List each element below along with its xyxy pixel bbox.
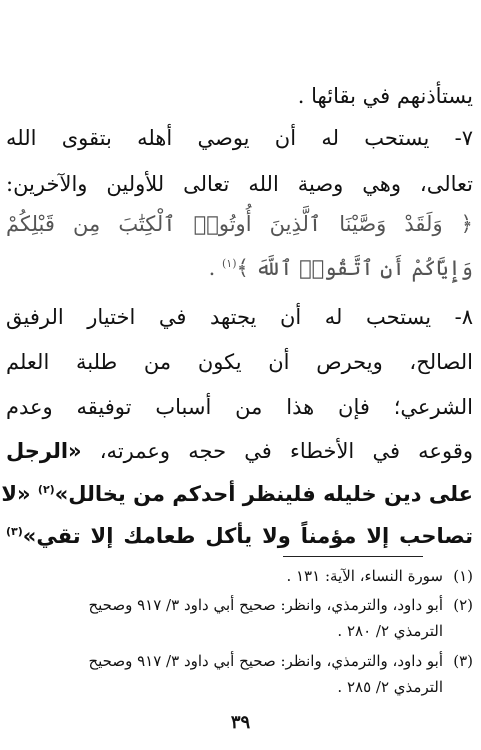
hadith-line-2 <box>6 516 473 556</box>
footnote-ref-2: (٢) <box>37 483 55 496</box>
text-line-2-item-7: ٧- يستحب له أن يوصي أهله بتقوى الله <box>6 126 473 150</box>
quran-verse-line-1: ﴿ وَلَقَدْ وَصَّيْنَا ٱلَّذِينَ أُوتُوا۟ ٱلْكِتَٰبَ مِن قَبْلِكُمْ <box>6 212 473 236</box>
footnote-3-continuation: الترمذي ٢/ ٢٨٥ . <box>337 678 443 696</box>
footnote-separator <box>283 556 423 557</box>
footnote-2 <box>4 592 473 618</box>
text-line-7: الصالح، ويحرص أن يكون من طلبة العلم <box>6 350 473 374</box>
text-line-9-plain: وقوعه في الأخطاء في حجه وعمرته، <box>81 439 473 463</box>
verse-end-period: . <box>208 256 222 280</box>
footnote-3 <box>4 648 473 674</box>
quran-verse-line-2 <box>6 248 473 288</box>
hadith-line-1 <box>1 474 473 514</box>
hadith-line-2-text: تصاحب إلا مؤمناً ولا يأكل طعامك إلا تقي» <box>22 524 473 548</box>
text-line-8: الشرعي؛ فإن هذا من أسباب توفيقه وعدم <box>6 395 473 419</box>
footnote-ref-1: (١) <box>222 257 237 270</box>
footnote-1-number: (١) <box>453 567 473 585</box>
footnote-2-number: (٢) <box>453 596 473 614</box>
footnote-ref-3: (٣) <box>6 525 23 538</box>
footnote-1 <box>4 563 473 589</box>
footnote-3-text-line-1: أبو داود، والترمذي، وانظر: صحيح أبي داود ٣/ ٩١٧ وصحيح <box>88 652 443 670</box>
hadith-line-1-tail: «لا <box>1 482 38 506</box>
text-line-1: يستأذنهم في بقائها . <box>297 84 473 108</box>
page-number: ٣٩ <box>230 712 251 733</box>
footnote-3-number: (٣) <box>453 652 473 670</box>
footnote-2-continuation: الترمذي ٢/ ٢٨٠ . <box>337 622 443 640</box>
quran-verse-text: وَإِيَّاكُمْ أَنِ ٱتَّقُوا۟ ٱللَّهَ ﴾ <box>236 256 473 280</box>
footnote-2-text-line-1: أبو داود، والترمذي، وانظر: صحيح أبي داود ٣/ ٩١٧ وصحيح <box>88 596 443 614</box>
text-line-3: تعالى، وهي وصية الله تعالى للأولين والآخرين: <box>6 172 473 196</box>
hadith-line-1-text: على دين خليله فلينظر أحدكم من يخالل» <box>54 482 473 506</box>
hadith-quote-start: «الرجل <box>6 439 82 463</box>
text-line-6-item-8: ٨- يستحب له أن يجتهد في اختيار الرفيق <box>6 305 473 329</box>
text-line-9 <box>6 431 473 471</box>
footnote-1-text: سورة النساء، الآية: ١٣١ . <box>286 567 443 585</box>
